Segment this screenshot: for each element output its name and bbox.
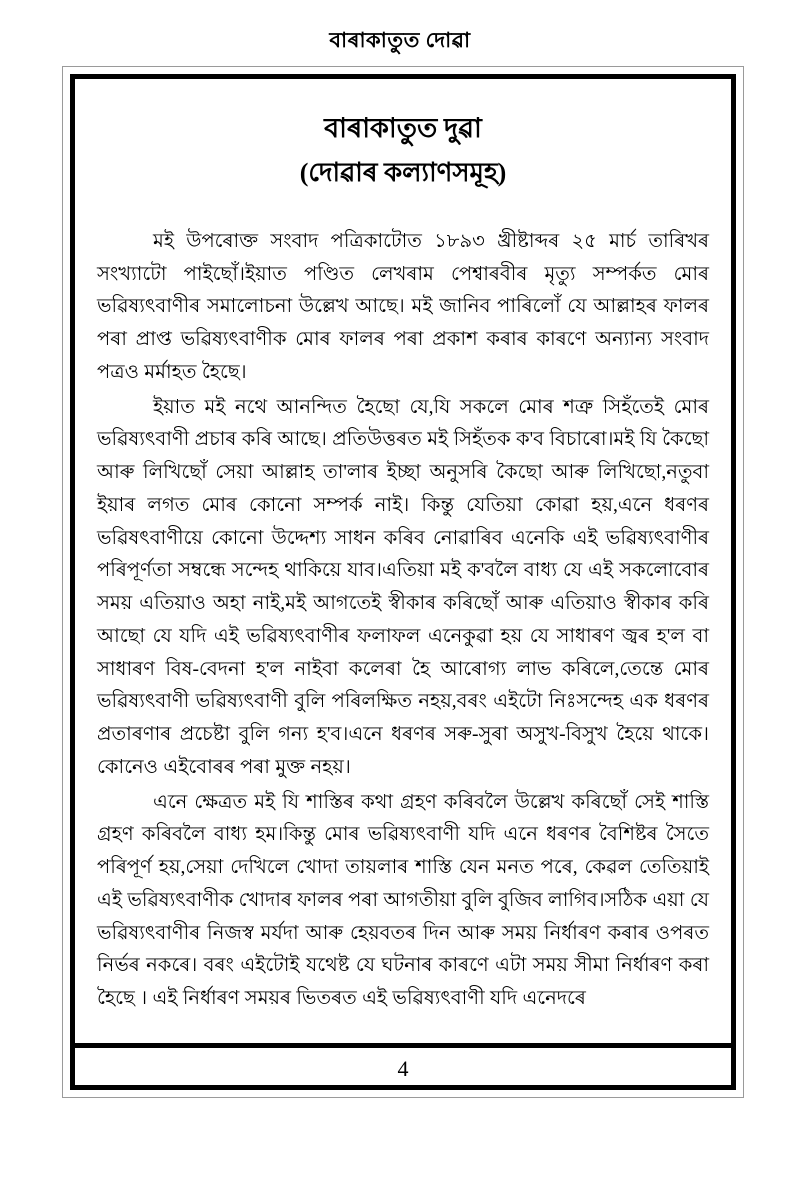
paragraph: মই উপৰোক্ত সংবাদ পত্ৰিকাটোত ১৮৯৩ খ্ৰীষ্টাব্দৰ ২৫ মাৰ্চ তাৰিখৰ সংখ্যাটো পাইছোঁ।ইয়াত পণ্ডিত লেখৰাম পেশ্বাৰবীৰ মৃত্যু সম্পৰ্কত মোৰ ভৱিষ্যৎবাণীৰ সমালোচনা উল্লেখ আছে। মই জানিব পাৰিলোঁ যে আল্লাহৰ ফালৰ পৰা প্ৰাপ্ত ভৱিষ্যৎবাণীক মোৰ ফালৰ পৰা প্ৰকাশ কৰাৰ কাৰণে অন্যান্য সংবাদ পত্ৰও মৰ্মাহত হৈছে। [97, 230, 709, 383]
page-content-area [75, 79, 731, 1085]
paragraph: ইয়াত মই নথে আনন্দিত হৈছো যে,যি সকলে মোৰ শত্ৰু সিহঁতেই মোৰ ভৱিষ্যৎবাণী প্ৰচাৰ কৰি আছে। প্ৰতিউত্তৰত মই সিহঁতক ক'ব বিচাৰো।মই যি কৈছো আৰু লিখিছোঁ সেয়া আল্লাহ তা'লাৰ ইচ্ছা অনুসৰি কৈছো আৰু লিখিছো,নতুবা ইয়াৰ লগত মোৰ কোনো সম্পৰ্ক নাই। কিন্তু যেতিয়া কোৱা হয়,এনে ধৰণৰ ভৱিষৎবাণীয়ে কোনো উদ্দেশ্য সাধন কৰিব নোৱাৰিব এনেকি এই ভৱিষ্যৎবাণীৰ পৰিপূৰ্ণতা সম্বন্ধে সন্দেহ থাকিয়ে যাব।এতিয়া মই ক'বলৈ বাধ্য যে এই সকলোবোৰ সময় এতিয়াও অহা নাই,মই আগতেই স্বীকাৰ কৰিছোঁ আৰু এতিয়াও স্বীকাৰ কৰি আছো যে যদি এই ভৱিষ্যৎবাণীৰ ফলাফল এনেকুৱা হয় যে সাধাৰণ জ্বৰ হ'ল বা সাধাৰণ বিষ-বেদনা হ'ল নাইবা কলেৰা হৈ আৰোগ্য লাভ কৰিলে,তেন্তে মোৰ ভৱিষ্যৎবাণী ভৱিষ্যৎবাণী বুলি পৰিলক্ষিত নহয়,বৰং এইটো নিঃসন্দেহ এক ধৰণৰ প্ৰতাৰণাৰ প্ৰচেষ্টা বুলি গন্য হ'ব।এনে ধৰণৰ সৰু-সুৰা অসুখ-বিসুখ হৈয়ে থাকে। কোনেও এইবোৰৰ পৰা মুক্ত নহয়। [97, 396, 709, 778]
body-text [97, 226, 709, 1016]
page-number: 4 [397, 1056, 409, 1081]
page-subtitle: (দোৱাৰ কল্যাণসমূহ) [299, 158, 507, 188]
page-title: বাৰাকাতুত দুৱা [324, 113, 482, 143]
running-header: বাৰাকাতুত দোৱা [329, 28, 471, 52]
page-border-inner [70, 74, 736, 1090]
paragraph: এনে ক্ষেত্ৰত মই যি শাস্তিৰ কথা গ্ৰহণ কৰিবলৈ উল্লেখ কৰিছোঁ সেই শাস্তি গ্ৰহণ কৰিবলৈ বাধ্য হম।কিন্তু মোৰ ভৱিষ্যৎবাণী যদি এনে ধৰণৰ বৈশিষ্টৰ সৈতে পৰিপূৰ্ণ হয়,সেয়া দেখিলে খোদা তায়লাৰ শাস্তি যেন মনত পৰে, কেৱল তেতিয়াই এই ভৱিষ্যৎবাণীক খোদাৰ ফালৰ পৰা আগতীয়া বুলি বুজিব লাগিব।সঠিক এয়া যে ভৱিষ্যৎবাণীৰ নিজস্ব মৰ্যদা আৰু হেয়বতৰ দিন আৰু সময় নিৰ্ধাৰণ কৰাৰ ওপৰত নিৰ্ভৰ নকৰে। বৰং এইটোই যথেষ্ট যে ঘটনাৰ কাৰণে এটা সময় সীমা নিৰ্ধাৰণ কৰা হৈছে । এই নিৰ্ধাৰণ সময়ৰ ভিতৰত এই ভৱিষ্যৎবাণী যদি এনেদৰে [97, 791, 709, 1010]
